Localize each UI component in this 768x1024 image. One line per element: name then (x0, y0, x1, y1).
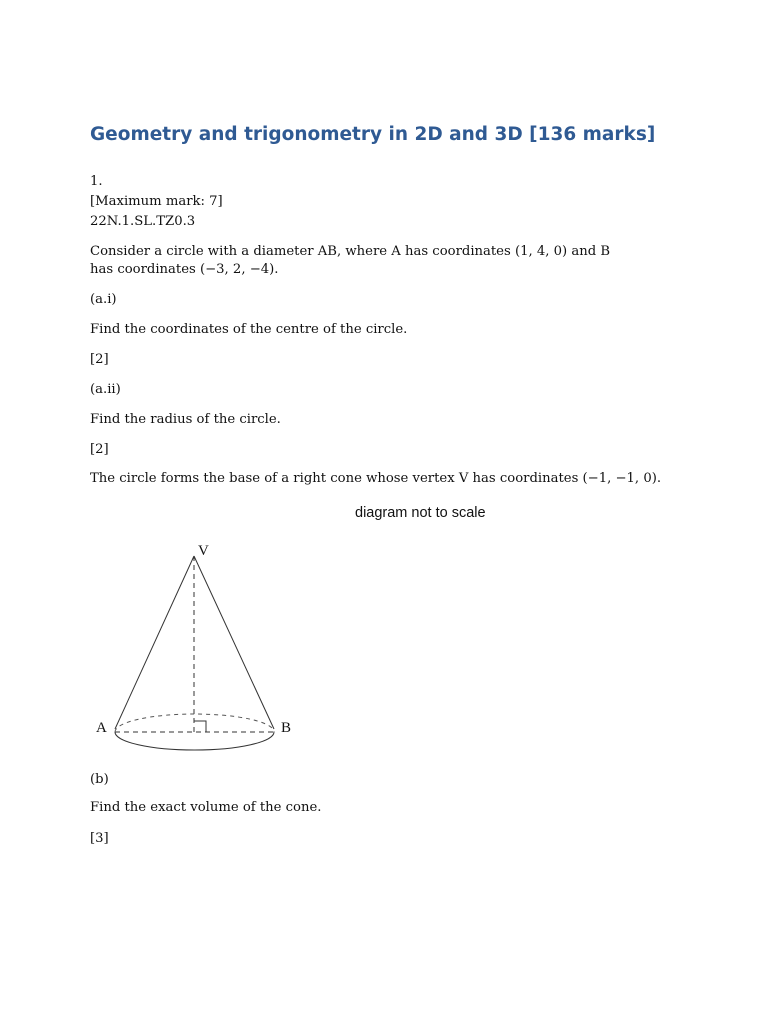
question-code: 22N.1.SL.TZ0.3 (90, 214, 196, 229)
point-b-label: B (281, 720, 292, 736)
maximum-mark: [Maximum mark: 7] (90, 194, 223, 209)
point-a-label: A (96, 720, 107, 736)
right-angle-marker (194, 721, 206, 732)
part-a-i-label: (a.i) (90, 292, 117, 307)
part-a-ii-label: (a.ii) (90, 382, 121, 397)
cone-statement: The circle forms the base of a right cone whose vertex V has coordinates (−1, −1, 0). (90, 471, 662, 486)
intro-line-1: Consider a circle with a diameter AB, where A has coordinates (1, 4, 0) and B (90, 244, 611, 259)
cone-diagram (90, 535, 320, 765)
part-b-label: (b) (90, 772, 109, 787)
base-ellipse-front (115, 732, 274, 750)
question-number: 1. (90, 174, 103, 189)
cone-edge-vb (194, 556, 274, 729)
cone-edge-va (115, 556, 194, 729)
diagram-caption: diagram not to scale (355, 505, 486, 521)
part-b-marks: [3] (90, 831, 109, 846)
vertex-v-label: V (198, 543, 209, 559)
part-a-ii-marks: [2] (90, 442, 109, 457)
part-a-i-text: Find the coordinates of the centre of the circle. (90, 322, 408, 337)
part-a-i-marks: [2] (90, 352, 109, 367)
section-heading: Geometry and trigonometry in 2D and 3D [136 marks] (90, 124, 656, 145)
part-a-ii-text: Find the radius of the circle. (90, 412, 281, 427)
intro-line-2: has coordinates (−3, 2, −4). (90, 262, 279, 277)
part-b-text: Find the exact volume of the cone. (90, 800, 322, 815)
